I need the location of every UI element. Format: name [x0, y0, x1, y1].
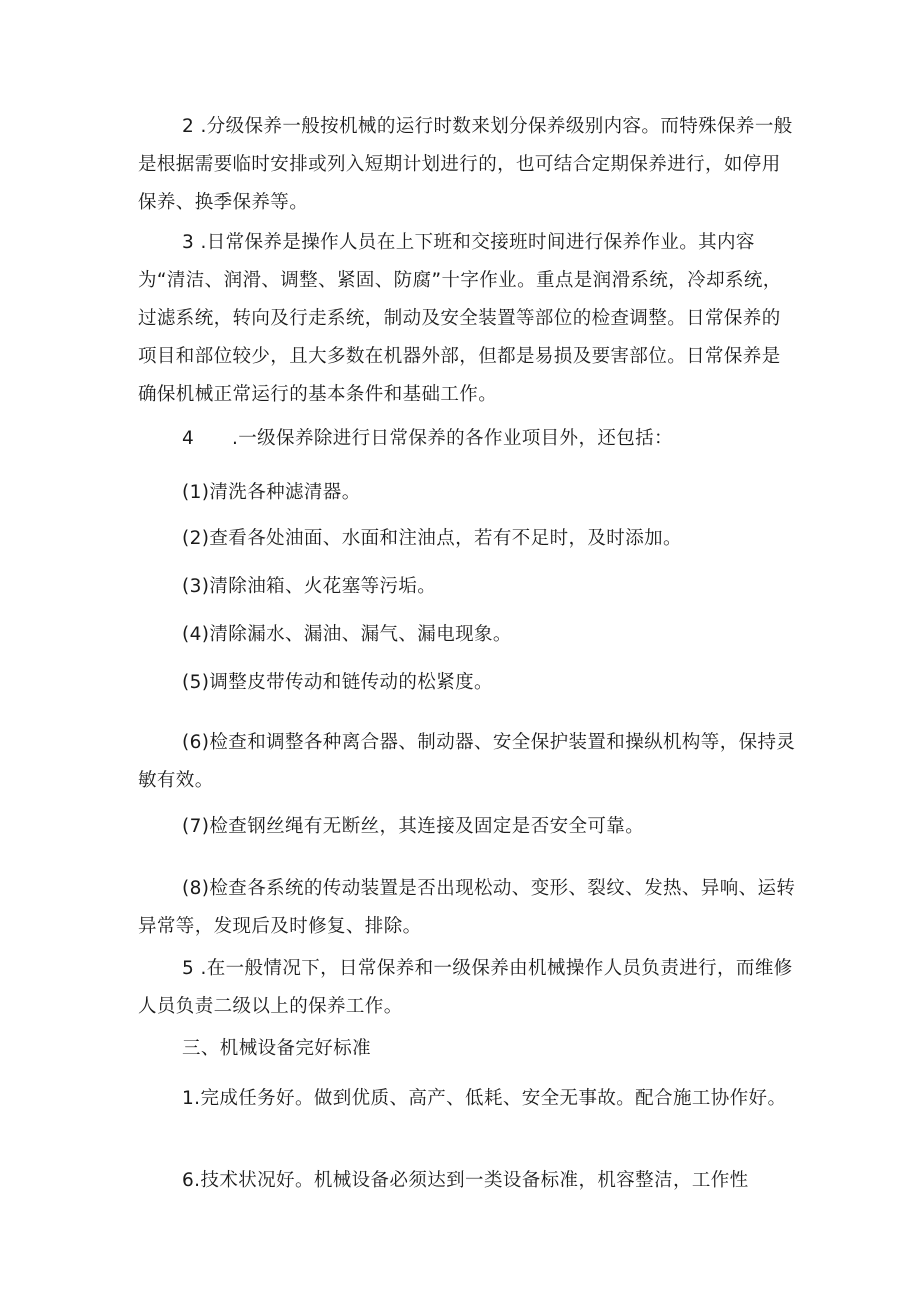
list-item-2: (2)查看各处油面、水面和注油点，若有不足时，及时添加。: [182, 528, 682, 549]
paragraph-4-first-level-maintenance: 4 .一级保养除进行日常保养的各作业项目外，还包括：: [182, 428, 673, 449]
list-item-1: (1)清洗各种滤清器。: [182, 482, 361, 503]
list-item-3: (3)清除油箱、火花塞等污垢。: [182, 576, 437, 597]
list-item-4: (4)清除漏水、漏油、漏气、漏电现象。: [182, 624, 512, 645]
paragraph-3-daily-maintenance: 3 .日常保养是操作人员在上下班和交接班时间进行保养作业。其内容为“清洁、润滑、调整、紧固、防腐”十字作业。重点是润滑系统，冷却系统，过滤系统，转向及行走系统，制动及安全装置等部位的检查调整。日常保养的项目和部位较少，且大多数在机器外部，但都是易损及要害部位。日常保养是确保机械正常运行的基本条件和基础工作。: [138, 232, 782, 405]
list-item-5: (5)调整皮带传动和链传动的松紧度。: [182, 672, 493, 693]
standard-item-1: 1.完成任务好。做到优质、高产、低耗、安全无事故。配合施工协作好。: [182, 1088, 787, 1109]
paragraph-5-responsibility: 5 .在一般情况下，日常保养和一级保养由机械操作人员负责进行，而维修人员负责二级以上的保养工作。: [138, 958, 793, 1017]
standard-item-6: 6.技术状况好。机械设备必须达到一类设备标准，机容整洁，工作性: [182, 1170, 749, 1191]
list-item-8: (8)检查各系统的传动装置是否出现松动、变形、裂纹、发热、异响、运转异常等，发现后及时修复、排除。: [138, 878, 796, 937]
list-item-6: (6)检查和调整各种离合器、制动器、安全保护装置和操纵机构等，保持灵敏有效。: [138, 732, 796, 791]
paragraph-2-maintenance-levels: 2 .分级保养一般按机械的运行时数来划分保养级别内容。而特殊保养一般是根据需要临时安排或列入短期计划进行的，也可结合定期保养进行，如停用保养、换季保养等。: [138, 116, 793, 213]
section-heading-equipment-standard: 三、机械设备完好标准: [182, 1038, 372, 1059]
list-item-7: (7)检查钢丝绳有无断丝，其连接及固定是否安全可靠。: [182, 816, 645, 837]
